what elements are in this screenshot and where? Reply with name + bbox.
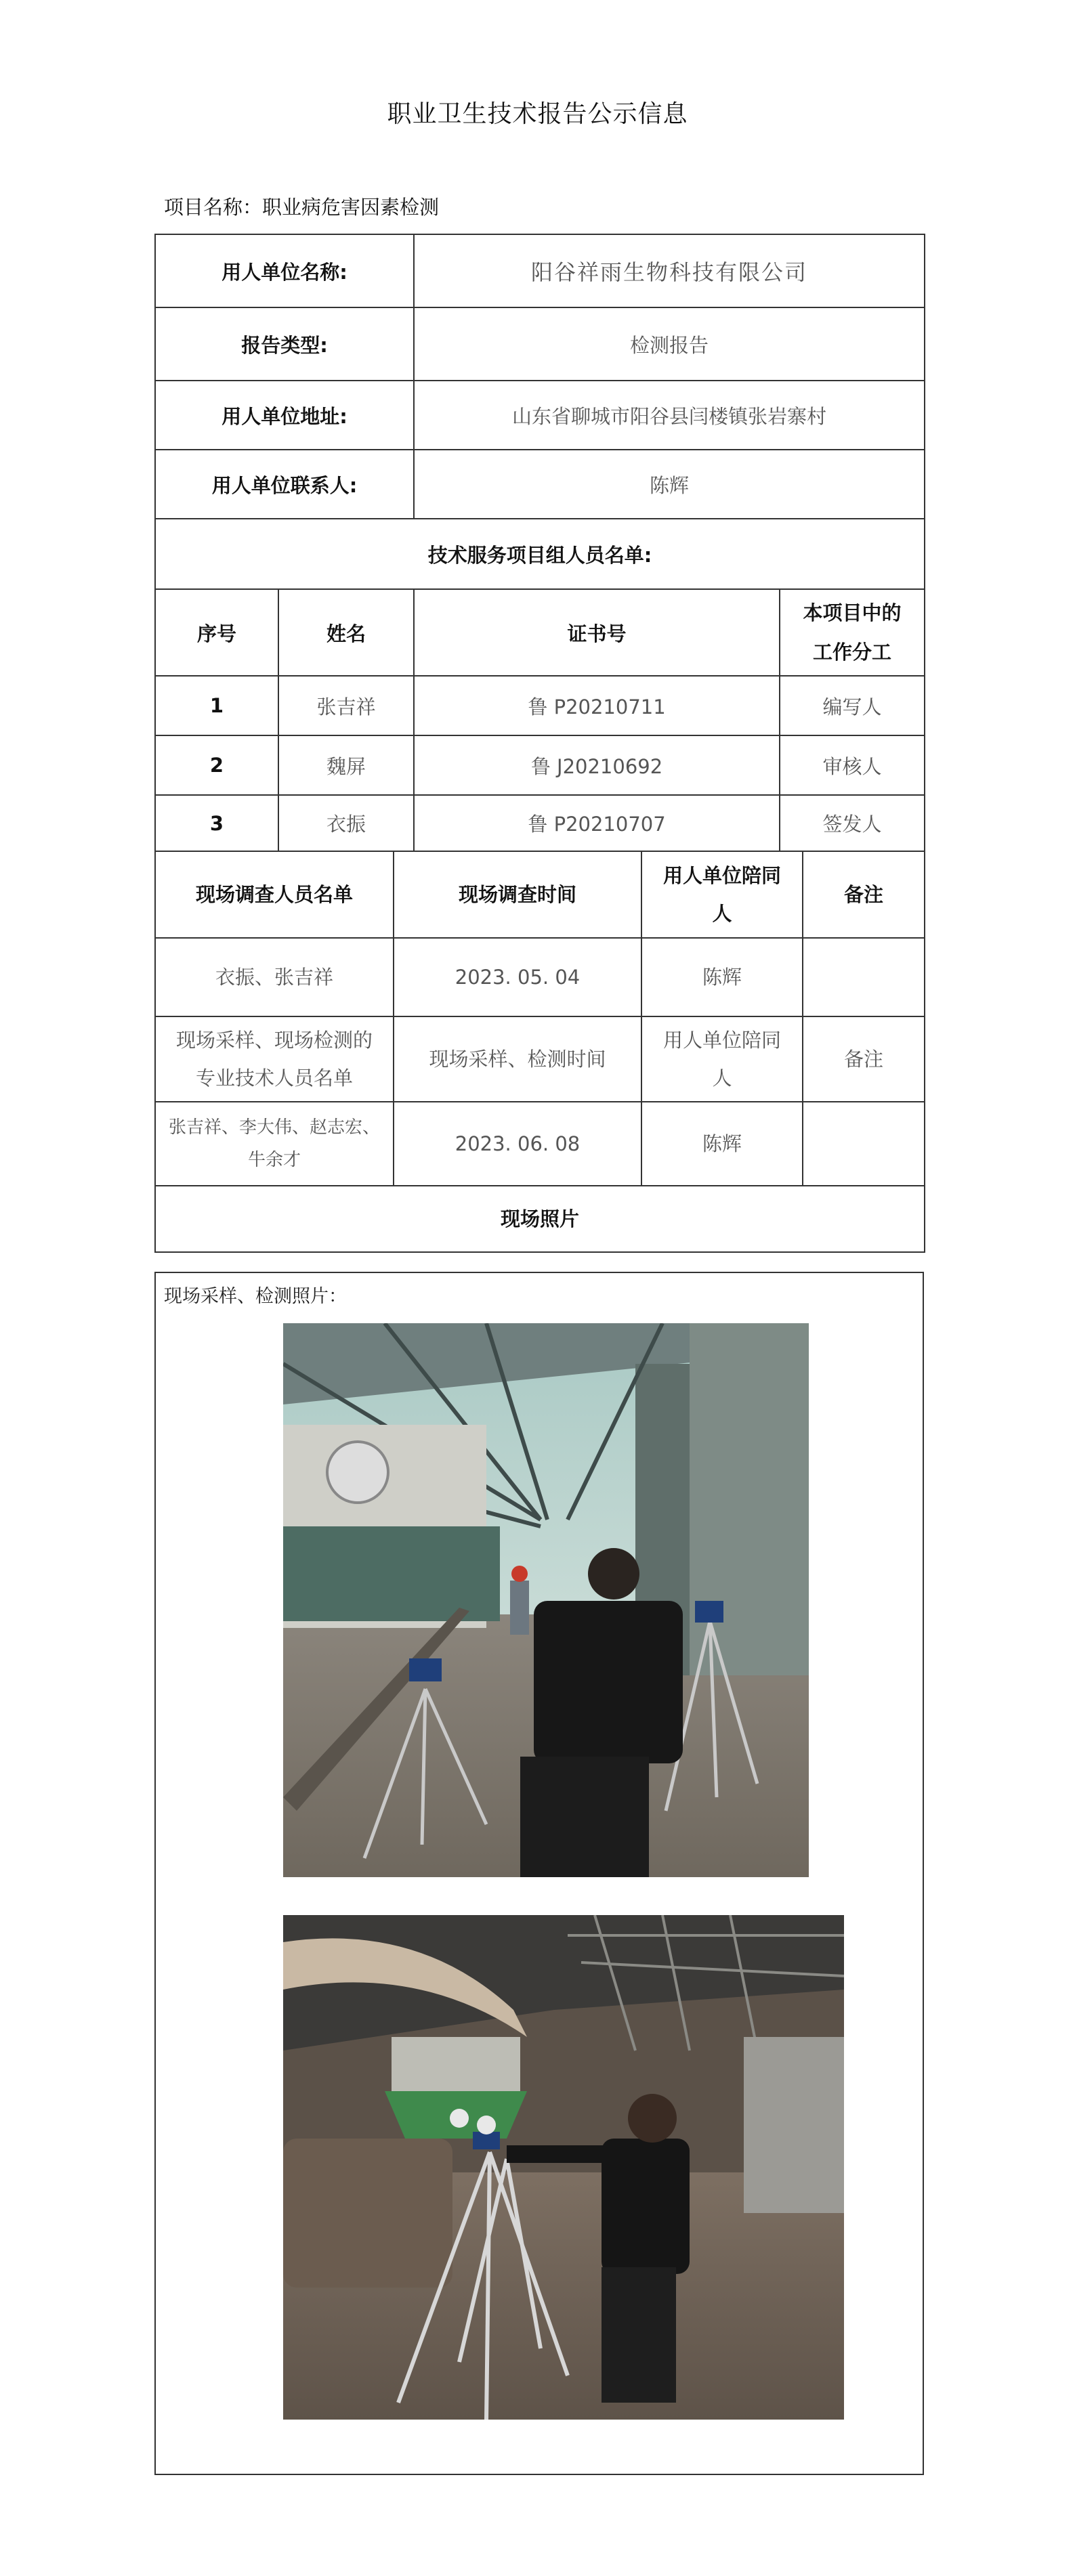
survey-header-row	[155, 851, 925, 938]
survey-cell-remark	[803, 938, 925, 1016]
address-value: 山东省聊城市阳谷县闫楼镇张岩寨村	[414, 381, 925, 450]
team-cell-cert: 鲁 P20210707	[414, 795, 780, 851]
team-header-role-line2: 工作分工	[813, 641, 892, 664]
team-header-name: 姓名	[278, 589, 414, 676]
info-row-company	[155, 234, 925, 307]
sampling-header-escort-line2: 人	[712, 1067, 732, 1090]
team-row	[155, 676, 925, 735]
survey-row	[155, 938, 925, 1016]
photos-heading-row	[155, 1186, 925, 1252]
team-cell-cert: 鲁 P20210711	[414, 676, 780, 735]
address-label: 用人单位地址:	[155, 381, 414, 450]
site-photo-2	[283, 1915, 844, 2420]
sampling-header-remark: 备注	[803, 1016, 925, 1102]
sampling-cell-time: 2023. 06. 08	[394, 1102, 641, 1186]
photos-section	[154, 1272, 924, 2475]
sampling-header-time: 现场采样、检测时间	[394, 1016, 641, 1102]
sampling-header-escort	[641, 1016, 803, 1102]
company-label: 用人单位名称:	[155, 234, 414, 307]
project-name	[164, 192, 439, 220]
team-row	[155, 795, 925, 851]
site-photo-1	[283, 1323, 809, 1877]
sampling-header-row	[155, 1016, 925, 1102]
survey-header-remark: 备注	[803, 851, 925, 938]
survey-header-staff: 现场调查人员名单	[155, 851, 394, 938]
company-value: 阳谷祥雨生物科技有限公司	[414, 234, 925, 307]
sampling-cell-staff-line2: 牛余才	[247, 1150, 301, 1170]
survey-header-escort-line2: 人	[712, 902, 732, 925]
sampling-header-staff	[155, 1016, 394, 1102]
sampling-header-staff-line1: 现场采样、现场检测的	[175, 1029, 373, 1052]
photos-label: 现场采样、检测照片：	[164, 1286, 347, 1307]
team-header-cert: 证书号	[414, 589, 780, 676]
team-header-role	[780, 589, 925, 676]
team-header-row	[155, 589, 925, 676]
team-cell-role: 审核人	[780, 735, 925, 795]
info-row-address	[155, 381, 925, 450]
team-cell-name: 衣振	[278, 795, 414, 851]
site-photo-2-image	[283, 1915, 844, 2420]
info-row-contact	[155, 450, 925, 519]
sampling-row	[155, 1102, 925, 1186]
survey-cell-escort: 陈辉	[641, 938, 803, 1016]
project-value: 职业病危害因素检测	[262, 196, 440, 219]
sampling-cell-staff-line1: 张吉祥、李大伟、赵志宏、	[168, 1117, 380, 1138]
team-cell-no: 1	[155, 676, 278, 735]
info-row-report-type	[155, 307, 925, 381]
team-cell-no: 3	[155, 795, 278, 851]
team-heading-row	[155, 519, 925, 589]
site-photo-1-image	[283, 1323, 809, 1877]
sampling-cell-remark	[803, 1102, 925, 1186]
survey-cell-staff: 衣振、张吉祥	[155, 938, 394, 1016]
team-header-no: 序号	[155, 589, 278, 676]
report-type-label: 报告类型:	[155, 307, 414, 381]
project-label: 项目名称：	[164, 196, 263, 219]
team-cell-no: 2	[155, 735, 278, 795]
contact-value: 陈辉	[414, 450, 925, 519]
sampling-cell-staff	[155, 1102, 394, 1186]
team-cell-name: 张吉祥	[278, 676, 414, 735]
info-table	[154, 234, 925, 852]
team-cell-cert: 鲁 J20210692	[414, 735, 780, 795]
sampling-cell-escort: 陈辉	[641, 1102, 803, 1186]
team-row	[155, 735, 925, 795]
sampling-header-staff-line2: 专业技术人员名单	[195, 1067, 353, 1090]
team-cell-name: 魏屏	[278, 735, 414, 795]
survey-cell-time: 2023. 05. 04	[394, 938, 641, 1016]
survey-header-time: 现场调查时间	[394, 851, 641, 938]
survey-header-escort-line1: 用人单位陪同	[662, 864, 781, 887]
report-type-value: 检测报告	[414, 307, 925, 381]
team-header-role-line1: 本项目中的	[803, 601, 902, 624]
survey-header-escort	[641, 851, 803, 938]
team-heading: 技术服务项目组人员名单:	[155, 519, 925, 589]
survey-table	[154, 851, 925, 1253]
photos-heading: 现场照片	[155, 1186, 925, 1252]
sampling-header-escort-line1: 用人单位陪同	[662, 1029, 781, 1052]
team-cell-role: 签发人	[780, 795, 925, 851]
page-title: 职业卫生技术报告公示信息	[387, 100, 688, 128]
team-cell-role: 编写人	[780, 676, 925, 735]
contact-label: 用人单位联系人:	[155, 450, 414, 519]
